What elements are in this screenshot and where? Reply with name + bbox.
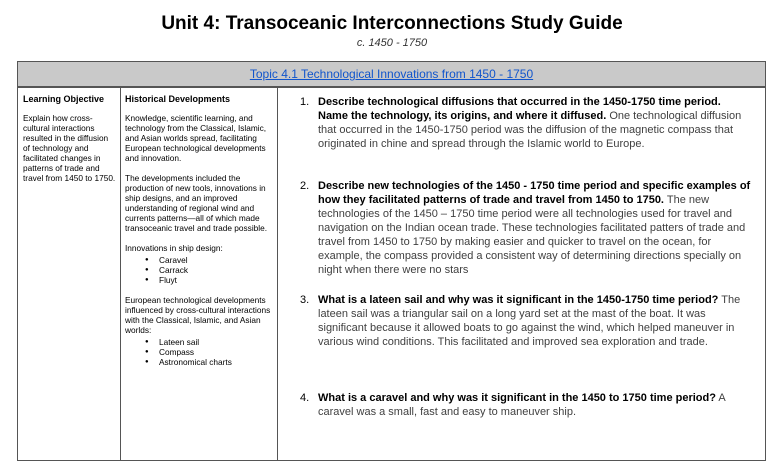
historical-developments-para2: The developments included the production of new tools, innovations in ship designs, and an improved understanding of regional wind and currents patterns—all of which made transoceanic travel and trade possible. <box>125 173 268 233</box>
question-item <box>300 179 753 277</box>
questions-cell <box>278 88 765 460</box>
question-number: 1. <box>300 96 310 108</box>
study-guide-table <box>17 61 766 461</box>
topic-link[interactable]: Topic 4.1 Technological Innovations from 1450 - 1750 <box>249 67 534 81</box>
historical-developments-cell <box>121 88 278 460</box>
question-text: Describe new technologies of the 1450 - 1750 time period and specific examples of how they facilitated patterns of trade and travel from 1450 to 1750. <box>318 180 751 206</box>
question-item <box>300 95 753 151</box>
answer-text: The new technologies of the 1450 – 1750 time period were all technologies used for travel and navigation on the Indian ocean trade. These technologies facilitated patters of trade and travel from 1450 to 1750 by making easier and quicker to travel on the ocean, for example, the compass provided a consistent way of determining directions specially on night when there were no stars <box>318 194 746 276</box>
question-item <box>300 293 753 349</box>
list-item: ● Caravel <box>145 255 273 265</box>
question-text: Describe technological diffusions that occurred in the 1450-1750 time period. Name the technology, its origins, and where it diffused. <box>318 96 721 122</box>
answer-text: One technological diffusion that occurred in the 1450-1750 period was the diffusion of the magnetic compass that originated in chine and spread through the Islamic world to Europe. <box>318 110 742 150</box>
tech-list <box>125 337 273 367</box>
list-item: ● Lateen sail <box>145 337 273 347</box>
question-item <box>300 391 753 419</box>
question-number: 2. <box>300 180 310 192</box>
answer-text: The lateen sail was a triangular sail on a long yard set at the mast of the boat. It was significant because it allowed boats to go against the wind, which helped maneuver in various wind conditions. This facilitated and improved sea exploration and trade. <box>318 294 741 348</box>
topic-header-row <box>18 62 765 88</box>
question-number: 4. <box>300 392 310 404</box>
list-item: ● Carrack <box>145 265 273 275</box>
learning-objective-cell <box>18 88 121 460</box>
learning-objective-text: Explain how cross-cultural interactions resulted in the diffusion of technology and facilitated changes in patterns of trade and travel from 1450 to 1750. <box>23 113 116 183</box>
content-row <box>18 88 765 460</box>
answer-text: A caravel was a small, fast and easy to maneuver ship. <box>318 392 726 418</box>
page-title: Unit 4: Transoceanic Interconnections Study Guide <box>161 13 623 34</box>
ship-design-heading: Innovations in ship design: <box>125 243 223 253</box>
list-item: ● Astronomical charts <box>145 357 273 367</box>
list-item: ● Fluyt <box>145 275 273 285</box>
learning-objective-heading: Learning Objective <box>23 94 105 104</box>
page-subtitle: c. 1450 - 1750 <box>356 37 428 49</box>
ship-design-list <box>125 255 273 285</box>
historical-developments-para1: Knowledge, scientific learning, and technology from the Classical, Islamic, and Asian worlds spread, facilitating European technological developments and innovation. <box>125 113 267 163</box>
tech-heading: European technological developments influenced by cross-cultural interactions with the Classical, Islamic, and Asian worlds: <box>125 295 271 335</box>
historical-developments-heading: Historical Developments <box>125 94 231 104</box>
question-text: What is a lateen sail and why was it significant in the 1450-1750 time period? <box>318 294 719 306</box>
question-number: 3. <box>300 294 310 306</box>
question-text: What is a caravel and why was it significant in the 1450 to 1750 time period? <box>318 392 716 404</box>
list-item: ● Compass <box>145 347 273 357</box>
